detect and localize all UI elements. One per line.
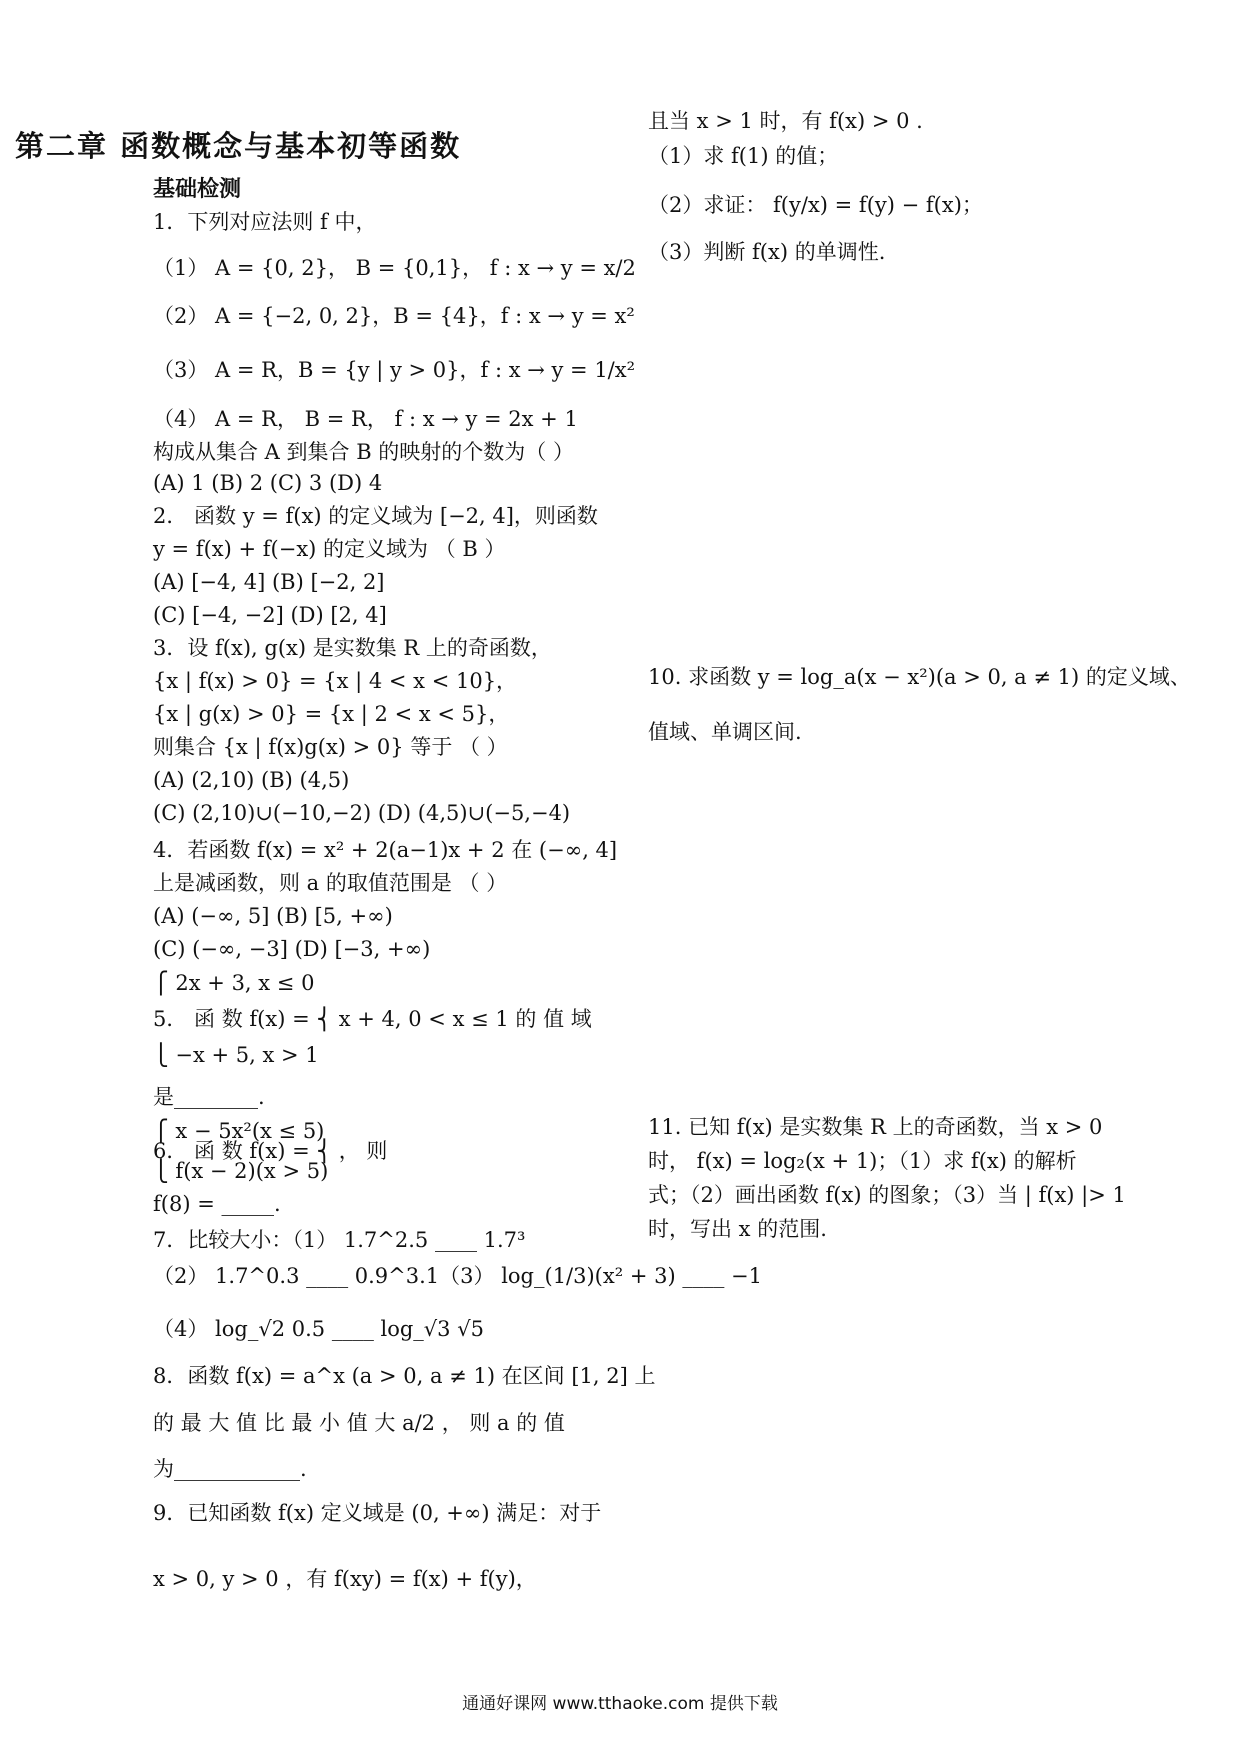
left-line: (A) [−4, 4] (B) [−2, 2] bbox=[153, 570, 385, 594]
left-line: (A) (2,10) (B) (4,5) bbox=[153, 768, 350, 792]
left-line: （4） A = R， B = R， f : x → y = 2x + 1 bbox=[153, 407, 578, 431]
left-line: 8．函数 f(x) = a^x (a > 0, a ≠ 1) 在区间 [1, 2] 上 bbox=[153, 1364, 656, 1388]
right-line: 10. 求函数 y = log_a(x − x²)(a > 0, a ≠ 1) 的定义域、 bbox=[648, 665, 1191, 689]
left-line: （2） 1.7^0.3 ____ 0.9^3.1（3） log_(1/3)(x² + 3) ____ −1 bbox=[153, 1264, 762, 1288]
left-line: 构成从集合 A 到集合 B 的映射的个数为（ ） bbox=[153, 440, 574, 464]
left-line: ⎩ f(x − 2)(x > 5) bbox=[153, 1159, 329, 1183]
left-line: （3） A = R，B = {y | y > 0}，f : x → y = 1/x² bbox=[153, 358, 636, 382]
right-line: （1）求 f(1) 的值； bbox=[648, 144, 839, 168]
right-line: 时， f(x) = log₂(x + 1)；（1）求 f(x) 的解析 bbox=[648, 1149, 1077, 1173]
right-line: 且当 x > 1 时，有 f(x) > 0 . bbox=[648, 109, 923, 133]
left-line: 4．若函数 f(x) = x² + 2(a−1)x + 2 在 (−∞, 4] bbox=[153, 838, 618, 862]
left-line: （2） A = {−2, 0, 2}，B = {4}，f : x → y = x² bbox=[153, 304, 635, 328]
right-line: 式；（2）画出函数 f(x) 的图象；（3）当 | f(x) |> 1 bbox=[648, 1183, 1126, 1207]
chapter-title: 第二章 函数概念与基本初等函数 bbox=[15, 129, 462, 163]
footer-credit: 通通好课网 www.tthaoke.com 提供下载 bbox=[462, 1694, 778, 1714]
left-line: ⎩ −x + 5, x > 1 bbox=[153, 1043, 319, 1067]
right-line: （3）判断 f(x) 的单调性. bbox=[648, 240, 886, 264]
right-line: 时，写出 x 的范围. bbox=[648, 1217, 827, 1241]
left-line: 5． 函 数 f(x) = ⎨ x + 4, 0 < x ≤ 1 的 值 域 bbox=[153, 1007, 592, 1031]
left-line: （1） A = {0, 2}， B = {0,1}， f : x → y = x/2 bbox=[153, 256, 636, 280]
left-line: ⎧ 2x + 3, x ≤ 0 bbox=[153, 971, 315, 995]
left-line: 上是减函数，则 a 的取值范围是 （ ） bbox=[153, 871, 508, 895]
left-line: 7．比较大小：（1） 1.7^2.5 ____ 1.7³ bbox=[153, 1228, 526, 1252]
left-line: 9．已知函数 f(x) 定义域是 (0, +∞) 满足：对于 bbox=[153, 1501, 602, 1525]
left-line: 的 最 大 值 比 最 小 值 大 a/2 ， 则 a 的 值 bbox=[153, 1411, 565, 1435]
section-heading: 基础检测 bbox=[153, 177, 242, 202]
left-line: 3．设 f(x), g(x) 是实数集 R 上的奇函数， bbox=[153, 636, 552, 660]
left-line: (A) 1 (B) 2 (C) 3 (D) 4 bbox=[153, 471, 383, 495]
left-line: 6． 函 数 f(x) = ⎨ ， 则 bbox=[153, 1139, 388, 1163]
left-line: x > 0, y > 0 ，有 f(xy) = f(x) + f(y)， bbox=[153, 1567, 537, 1591]
left-line: {x | g(x) > 0} = {x | 2 < x < 5}， bbox=[153, 702, 510, 726]
left-line: (A) (−∞, 5] (B) [5, +∞) bbox=[153, 904, 393, 928]
left-line: 为____________. bbox=[153, 1457, 307, 1481]
left-line: y = f(x) + f(−x) 的定义域为 （ B ） bbox=[153, 537, 506, 561]
left-line: 则集合 {x | f(x)g(x) > 0} 等于 （ ） bbox=[153, 735, 508, 759]
right-line: 11. 已知 f(x) 是实数集 R 上的奇函数，当 x > 0 bbox=[648, 1115, 1103, 1139]
right-line: 值域、单调区间. bbox=[648, 720, 802, 744]
left-line: （4） log_√2 0.5 ____ log_√3 √5 bbox=[153, 1317, 484, 1341]
left-line: 1．下列对应法则 f 中， bbox=[153, 210, 377, 234]
left-line: f(8) = _____. bbox=[153, 1192, 281, 1216]
left-line: (C) [−4, −2] (D) [2, 4] bbox=[153, 603, 387, 627]
left-line: 2． 函数 y = f(x) 的定义域为 [−2, 4]，则函数 bbox=[153, 504, 598, 528]
right-line: （2）求证： f(y/x) = f(y) − f(x)； bbox=[648, 193, 983, 217]
left-line: (C) (2,10)∪(−10,−2) (D) (4,5)∪(−5,−4) bbox=[153, 801, 571, 825]
left-line: ⎧ x − 5x²(x ≤ 5) bbox=[153, 1119, 325, 1143]
left-line: {x | f(x) > 0} = {x | 4 < x < 10}， bbox=[153, 669, 518, 693]
left-line: (C) (−∞, −3] (D) [−3, +∞) bbox=[153, 937, 431, 961]
left-line: 是________. bbox=[153, 1085, 265, 1109]
